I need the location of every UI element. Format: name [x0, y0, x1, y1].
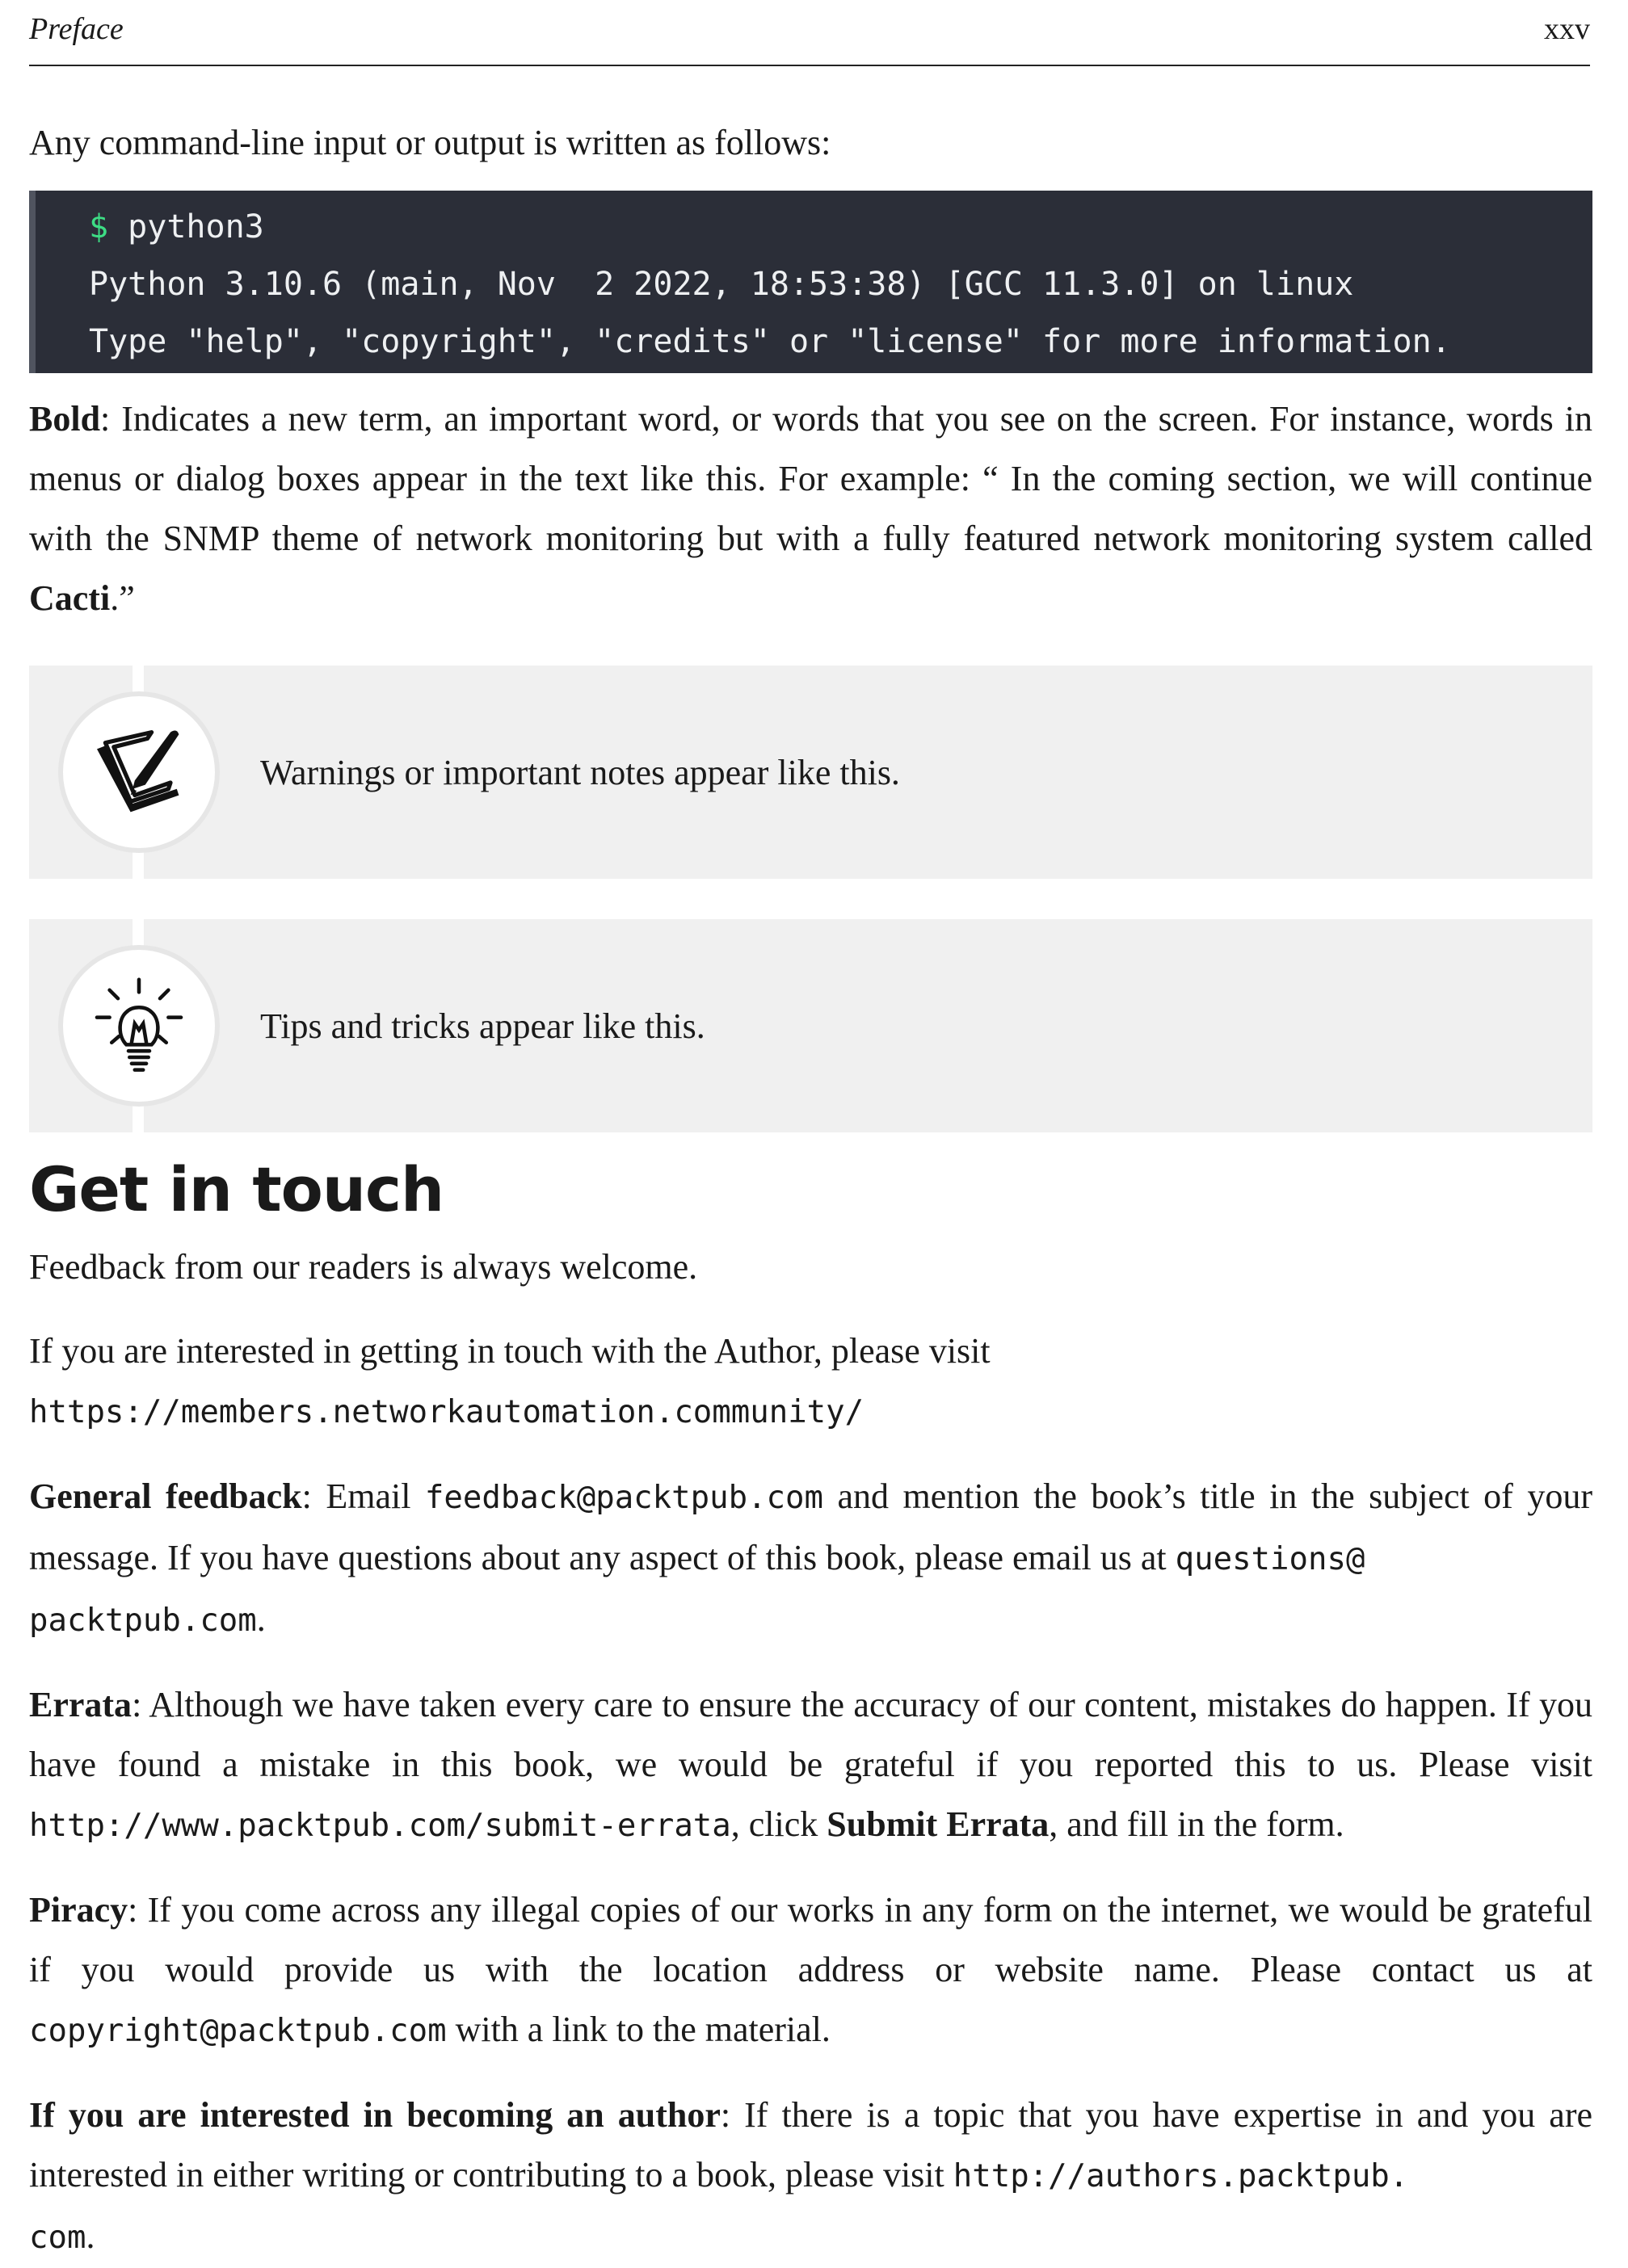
general-feedback-text-1: : Email [301, 1476, 425, 1516]
term-bold: Bold [29, 399, 101, 439]
submit-errata-label: Submit Errata [827, 1804, 1050, 1844]
authors-link-part2[interactable]: com [29, 2220, 86, 2256]
questions-email-link-part1[interactable]: questions@ [1175, 1541, 1365, 1577]
code-line-output-1: Python 3.10.6 (main, Nov 2 2022, 18:53:38) [GCC 11.3.0] on linux [89, 266, 1354, 303]
tip-text: Tips and tricks appear like this. [260, 1006, 705, 1046]
intro-paragraph: Any command-line input or output is written as follows: [29, 123, 831, 162]
page-content [29, 113, 1592, 2268]
errata-paragraph [29, 1675, 1592, 1856]
author-contact-paragraph [29, 1321, 1592, 1443]
bold-para-text-2: .” [110, 578, 135, 618]
become-author-text-2: . [86, 2216, 95, 2256]
authors-link-part1[interactable]: http://authors.packtpub. [953, 2158, 1409, 2194]
tip-callout [29, 919, 1592, 1132]
errata-link[interactable]: http://www.packtpub.com/submit-errata [29, 1808, 731, 1844]
warning-callout [29, 666, 1592, 879]
bold-para-text-1: : Indicates a new term, an important word, or words that you see on the screen. For instance, words in menus or dialog boxes appear in the text like this. For example: “ In the coming section, we will continue with the SNMP theme of network monitoring but with a fully featured network monitoring system called [29, 399, 1592, 558]
become-author-paragraph [29, 2085, 1592, 2268]
copyright-email-link[interactable]: copyright@packtpub.com [29, 2013, 447, 2049]
errata-label: Errata [29, 1685, 133, 1724]
piracy-paragraph [29, 1880, 1592, 2061]
questions-email-link-part2[interactable]: packtpub.com [29, 1602, 257, 1639]
feedback-email-link[interactable]: feedback@packtpub.com [424, 1480, 823, 1516]
errata-text-2: , click [730, 1804, 827, 1844]
piracy-text-1: : If you come across any illegal copies of our works in any form on the internet, we would be grateful if you would provide us with the location address or website name. Please contact us at [29, 1890, 1592, 1989]
running-header [29, 11, 1590, 66]
piracy-text-2: with a link to the material. [446, 2010, 831, 2049]
become-author-text-1: : If there is a topic that you have expertise in and you are interested in either writing or contributing to a book, please visit [29, 2095, 1593, 2194]
code-line-output-2: Type "help", "copyright", "credits" or "license" for more information. [89, 323, 1451, 360]
page-number: xxv [1544, 12, 1590, 46]
piracy-label: Piracy [29, 1890, 128, 1930]
general-feedback-text-3: . [256, 1599, 266, 1639]
bold-paragraph [29, 389, 1592, 628]
general-feedback-text-2: and mention the book’s title in the subject of your message. If you have questions about any aspect of this book, please email us at [29, 1476, 1592, 1577]
section-heading: Get in touch [29, 1153, 444, 1225]
general-feedback-label: General feedback [29, 1476, 302, 1516]
errata-text-3: , and fill in the form. [1049, 1804, 1344, 1844]
header-section-title: Preface [29, 12, 124, 46]
warning-text: Warnings or important notes appear like this. [260, 752, 900, 792]
code-line-command: python3 [108, 208, 264, 246]
author-contact-link[interactable]: https://members.networkautomation.community/ [29, 1394, 864, 1430]
feedback-intro: Feedback from our readers is always welcome. [29, 1247, 698, 1287]
errata-text-1: : Although we have taken every care to ensure the accuracy of our content, mistakes do happen. If you have found a mistake in this book, we would be grateful if you reported this to us. Please visit [29, 1685, 1592, 1784]
general-feedback-paragraph [29, 1467, 1592, 1651]
example-bold: Cacti [29, 578, 111, 618]
author-contact-text: If you are interested in getting in touch with the Author, please visit [29, 1331, 991, 1371]
become-author-label: If you are interested in becoming an author [29, 2095, 721, 2135]
prompt-symbol: $ [89, 208, 109, 246]
lightbulb-icon [58, 945, 220, 1107]
code-block [29, 191, 1592, 373]
pen-note-icon [58, 691, 220, 853]
